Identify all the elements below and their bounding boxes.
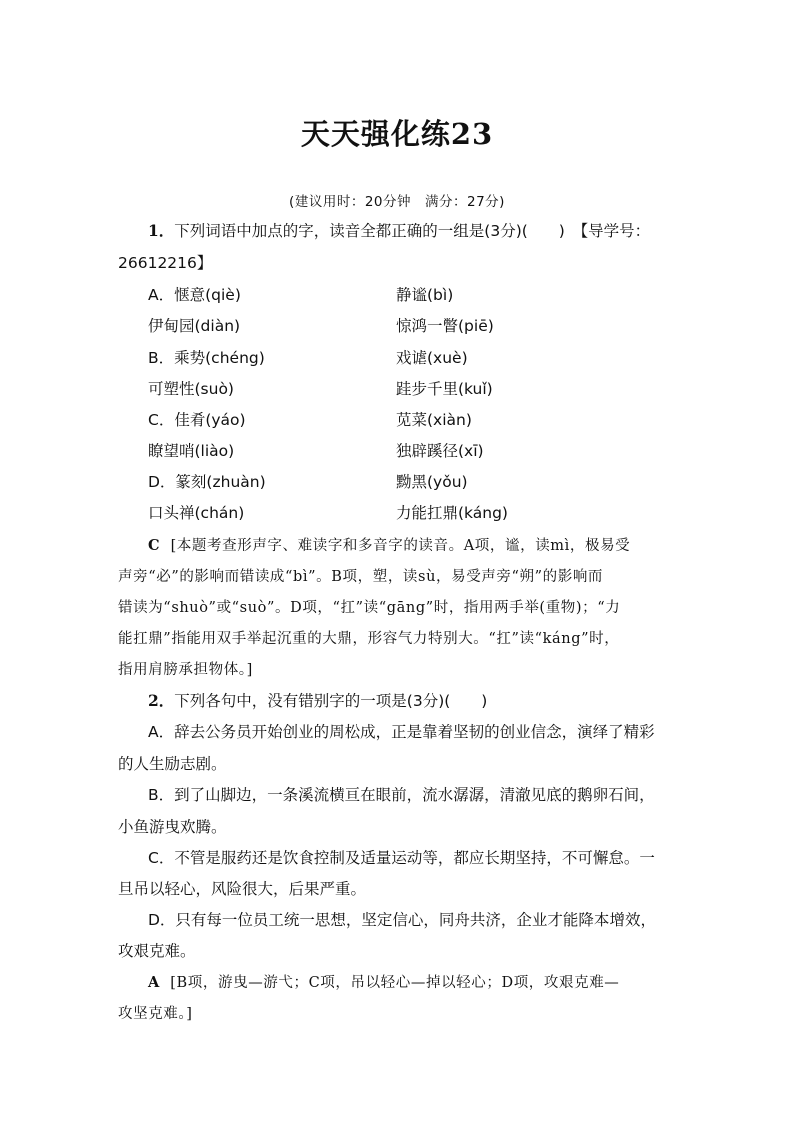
q1-answer-line-5: 指用肩膀承担物体。] (118, 662, 253, 678)
q2-option-d-line-1: D．只有每一位员工统一思想，坚定信心，同舟共济，企业才能降本增效， (148, 911, 656, 929)
q1-option-c-right-2: 独辟蹊径(xī) (396, 442, 484, 460)
q1-option-b-left: B．乘势(chéng) (148, 349, 265, 367)
q1-option-a-left: A．惬意(qiè) (148, 286, 241, 304)
q2-answer-line-1 (148, 971, 619, 992)
suggested-time-note: (建议用时：20分钟 满分：27分) (289, 194, 505, 210)
q2-answer-line-2: 攻坚克难。] (118, 1006, 193, 1022)
q2-answer-letter: A (148, 974, 160, 991)
q2-answer-text-1: [B项，游曳—游弋；C项，吊以轻心—掉以轻心；D项，攻艰克难— (170, 975, 620, 991)
question-1-number: 1． (148, 221, 175, 240)
q1-answer-line-4: 能扛鼎”指能用双手举起沉重的大鼎，形容气力特别大。“扛”读“káng”时， (118, 631, 620, 647)
q1-option-a-right: 静谧(bì) (396, 286, 454, 304)
q1-option-d-left: D．篆刻(zhuàn) (148, 473, 266, 491)
page-title: 天天强化练23 (300, 117, 494, 151)
question-2-stem-text: 下列各句中，没有错别字的一项是(3分)( ) (174, 692, 488, 710)
question-2-stem (148, 689, 487, 711)
q1-answer-line-3: 错读为“shuò”或“suò”。D项，“扛”读“gāng”时，指用两手举(重物)；“力 (118, 600, 621, 616)
q1-option-b-left-2: 可塑性(suò) (148, 380, 234, 398)
question-1-stem-cont: 26612216】 (118, 254, 213, 272)
q2-option-a-line-1: A．辞去公务员开始创业的周松成，正是靠着坚韧的创业信念，演绎了精彩 (148, 723, 655, 741)
q1-option-a-left-2: 伊甸园(diàn) (148, 317, 241, 335)
q1-answer-line-1 (148, 534, 630, 555)
q2-option-a-line-2: 的人生励志剧。 (118, 755, 227, 773)
q1-option-d-right-2: 力能扛鼎(káng) (396, 504, 508, 522)
q2-option-b-line-1: B．到了山脚边，一条溪流横亘在眼前，流水潺潺，清澈见底的鹅卵石间， (148, 786, 655, 804)
q1-answer-text-1: [本题考查形声字、难读字和多音字的读音。A项，谧，读mì，极易受 (170, 538, 631, 554)
q1-option-c-left: C．佳肴(yáo) (148, 411, 246, 429)
q1-option-a-right-2: 惊鸿一瞥(piē) (396, 317, 494, 335)
q2-option-c-line-1: C．不管是服药还是饮食控制及适量运动等，都应长期坚持，不可懈怠。一 (148, 849, 655, 867)
q1-answer-line-2: 声旁“必”的影响而错读成“bì”。B项，塑，读sù，易受声旁“朔”的影响而 (118, 569, 604, 585)
q1-option-c-left-2: 瞭望哨(liào) (148, 442, 235, 460)
q1-option-b-right-2: 跬步千里(kuǐ) (396, 380, 493, 398)
q1-option-d-right: 黝黑(yǒu) (396, 473, 468, 491)
question-2-number: 2． (148, 691, 175, 710)
question-1-stem (148, 219, 650, 241)
q2-option-b-line-2: 小鱼游曳欢腾。 (118, 818, 227, 836)
q1-option-c-right: 苋菜(xiàn) (396, 411, 472, 429)
q2-option-d-line-2: 攻艰克难。 (118, 942, 196, 960)
question-1-stem-text: 下列词语中加点的字，读音全都正确的一组是(3分)( ) 【导学号： (174, 222, 651, 240)
q2-option-c-line-2: 旦吊以轻心，风险很大，后果严重。 (118, 880, 367, 898)
q1-option-b-right: 戏谑(xuè) (396, 349, 468, 367)
q1-option-d-left-2: 口头禅(chán) (148, 504, 245, 522)
q1-answer-letter: C (148, 537, 161, 554)
